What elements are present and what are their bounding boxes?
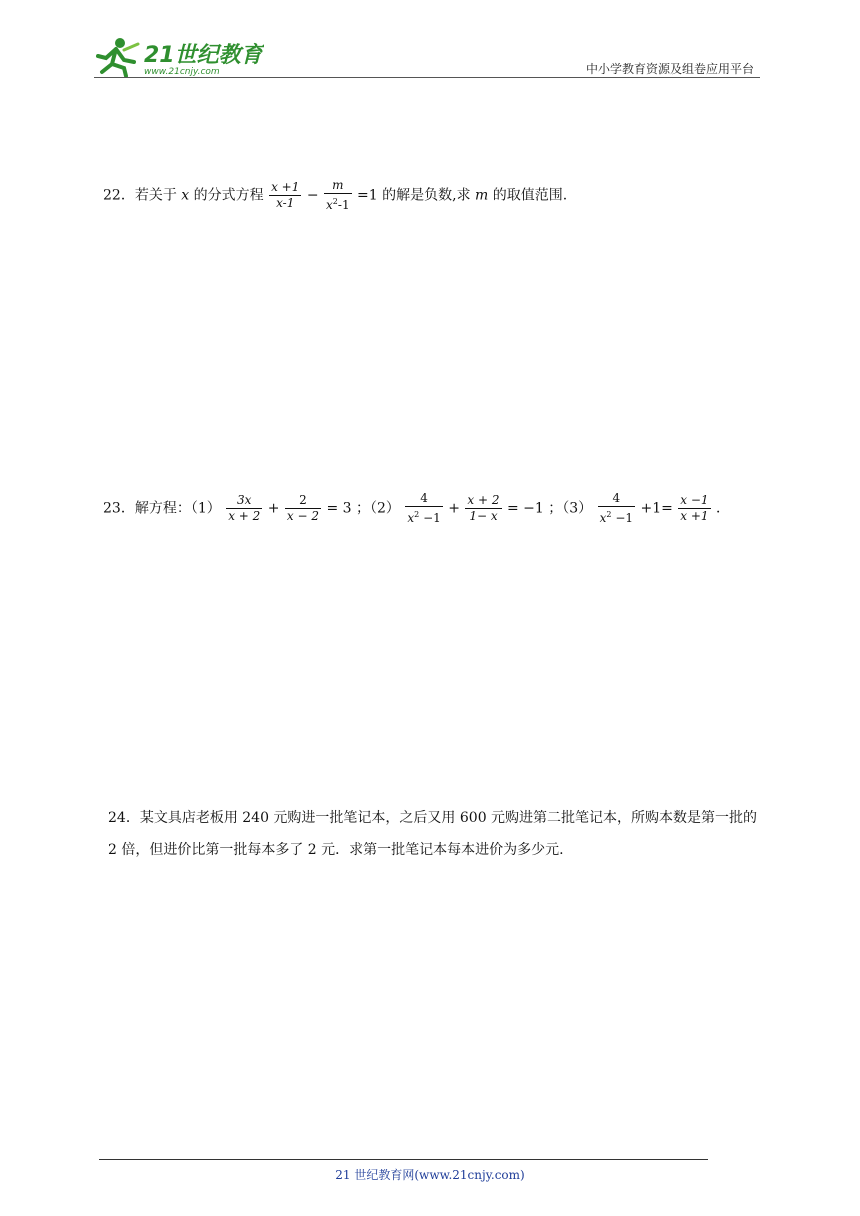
logo-url: www.21cnjy.com bbox=[144, 67, 220, 77]
q23-p3-f1-den-rest: −1 bbox=[611, 511, 634, 525]
q23-p2-fraction-2 bbox=[465, 493, 501, 524]
site-logo bbox=[94, 36, 264, 78]
q23-p1-f1-denominator: x + 2 bbox=[228, 509, 261, 523]
q23-p1-fraction-2 bbox=[285, 493, 321, 524]
q22-mid1: 的分式方程 bbox=[193, 187, 264, 204]
q22-fraction-1 bbox=[269, 180, 301, 211]
q23-p2-f1-numerator: 4 bbox=[405, 491, 442, 507]
q22-equals: =1 bbox=[357, 187, 378, 204]
q22-frac2-numerator: m bbox=[324, 178, 352, 194]
header-platform-text: 中小学教育资源及组卷应用平台 bbox=[585, 62, 754, 76]
question-23 bbox=[103, 491, 730, 526]
q23-p2-equals: = −1 bbox=[506, 500, 544, 517]
q23-p3-f1-denominator bbox=[598, 507, 635, 526]
q23-separator-1: ；（2） bbox=[356, 500, 400, 517]
q23-separator-2: ；（3） bbox=[548, 500, 593, 517]
q23-p2-plus: + bbox=[448, 500, 460, 517]
q22-suffix: 的取值范围. bbox=[492, 187, 568, 204]
q23-p1-f2-numerator: 2 bbox=[285, 493, 321, 509]
q22-prefix: 22．若关于 bbox=[103, 187, 177, 204]
q23-p3-f2-numerator: x −1 bbox=[680, 493, 709, 507]
q23-p3-f2-denominator: x +1 bbox=[680, 509, 709, 523]
logo-text: 21世纪教育 bbox=[144, 43, 263, 68]
q23-p2-fraction-1 bbox=[405, 491, 442, 526]
q23-p2-f2-denominator: 1− x bbox=[469, 509, 498, 523]
q23-p2-f1-denominator bbox=[405, 507, 442, 526]
q22-fraction-2 bbox=[324, 178, 352, 213]
q22-var-x: x bbox=[181, 187, 190, 204]
q22-frac2-den-base: x bbox=[326, 198, 333, 212]
q22-mid2: 的解是负数,求 bbox=[382, 187, 471, 204]
q23-p3-fraction-2 bbox=[678, 493, 710, 524]
q23-prefix: 23．解方程：（1） bbox=[103, 500, 221, 517]
footer-site-link[interactable]: 21 世纪教育网(www.21cnjy.com) bbox=[335, 1168, 525, 1182]
q22-frac1-numerator: x +1 bbox=[271, 180, 300, 194]
q23-p3-fraction-1 bbox=[598, 491, 635, 526]
q22-var-m: m bbox=[475, 187, 489, 204]
q23-p1-f2-denominator: x − 2 bbox=[286, 509, 320, 523]
q23-p3-f1-numerator: 4 bbox=[598, 491, 635, 507]
q23-p2-f1-den-rest: −1 bbox=[419, 511, 441, 525]
q23-p1-equals: = 3 bbox=[326, 500, 352, 517]
header-divider bbox=[94, 77, 760, 78]
q23-p1-f1-numerator: 3x bbox=[226, 493, 262, 509]
q23-p2-f2-numerator: x + 2 bbox=[467, 493, 500, 507]
question-22 bbox=[103, 178, 567, 213]
q23-p2-f1-den-sup: 2 bbox=[414, 510, 420, 519]
q22-frac2-den-rest: -1 bbox=[337, 198, 350, 212]
q22-minus: − bbox=[306, 187, 319, 204]
footer-divider bbox=[99, 1159, 708, 1160]
q22-frac2-den-sup: 2 bbox=[332, 197, 338, 206]
q23-p3-f1-den-sup: 2 bbox=[606, 510, 612, 519]
q23-p3-plus-one-equals: +1= bbox=[640, 500, 673, 517]
q23-p3-f1-den-base: x bbox=[599, 511, 607, 525]
question-24: 24．某文具店老板用 240 元购进一批笔记本，之后又用 600 元购进第二批笔记本，所购本数是第一批的 2 倍，但进价比第一批每本多了 2 元．求第一批笔记本每本进价为多少元. bbox=[108, 810, 758, 858]
q23-p1-fraction-1 bbox=[226, 493, 262, 524]
q22-frac1-denominator: x-1 bbox=[276, 196, 295, 210]
q23-p2-f1-den-base: x bbox=[407, 511, 415, 525]
q23-p1-plus: + bbox=[267, 500, 280, 517]
q22-frac2-denominator bbox=[324, 194, 352, 213]
q23-end-punctuation: ． bbox=[716, 500, 731, 517]
